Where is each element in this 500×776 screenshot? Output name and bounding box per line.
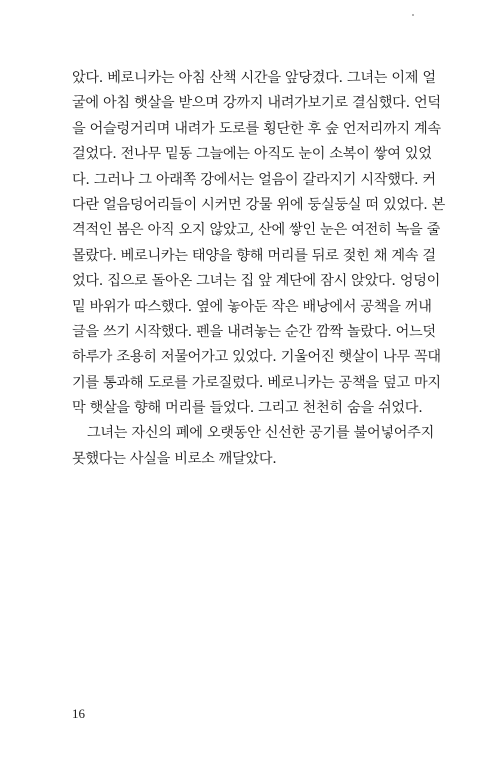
text-line: 기를 통과해 도로를 가로질렀다. 베로니카는 공책을 덮고 마지 [72, 374, 441, 391]
text-line: 막 햇살을 향해 머리를 들었다. 그리고 천천히 숨을 쉬었다. [72, 400, 423, 417]
text-line: 걸었다. 전나무 밑동 그늘에는 아직도 눈이 소복이 쌓여 있었 [72, 146, 432, 163]
text-line: 밑 바위가 따스했다. 옆에 놓아둔 작은 배낭에서 공책을 꺼내 [72, 298, 432, 315]
text-line: 다란 얼음덩어리들이 시커먼 강물 위에 둥실둥실 떠 있었다. 본 [72, 196, 446, 213]
page-number: 16 [72, 706, 85, 721]
text-line: 다. 그러나 그 아래쪽 강에서는 얼음이 갈라지기 시작했다. 커 [72, 171, 436, 188]
body-text [72, 66, 456, 472]
text-line: 그녀는 자신의 폐에 오랫동안 신선한 공기를 불어넣어주지 [87, 425, 434, 442]
text-line: 을 어슬렁거리며 내려가 도로를 횡단한 후 숲 언저리까지 계속 [72, 120, 441, 137]
paragraph-1 [72, 66, 456, 421]
text-line: 못했다는 사실을 비로소 깨달았다. [72, 450, 277, 467]
corner-dot-mark [412, 14, 414, 16]
text-line: 몰랐다. 베로니카는 태양을 향해 머리를 뒤로 젖힌 채 계속 걸 [72, 247, 436, 264]
paragraph-2 [72, 421, 456, 472]
text-line: 격적인 봄은 아직 오지 않았고, 산에 쌓인 눈은 여전히 녹을 줄 [72, 222, 441, 239]
text-line: 았다. 베로니카는 아침 산책 시간을 앞당겼다. 그녀는 이제 얼 [72, 70, 436, 86]
text-line: 글을 쓰기 시작했다. 펜을 내려놓는 순간 깜짝 놀랐다. 어느덧 [72, 323, 436, 340]
text-line: 었다. 집으로 돌아온 그녀는 집 앞 계단에 잠시 앉았다. 엉덩이 [72, 273, 441, 290]
text-line: 하루가 조용히 저물어가고 있었다. 기울어진 햇살이 나무 꼭대 [72, 349, 441, 366]
text-line: 굴에 아침 햇살을 받으며 강까지 내려가보기로 결심했다. 언덕 [72, 95, 441, 112]
